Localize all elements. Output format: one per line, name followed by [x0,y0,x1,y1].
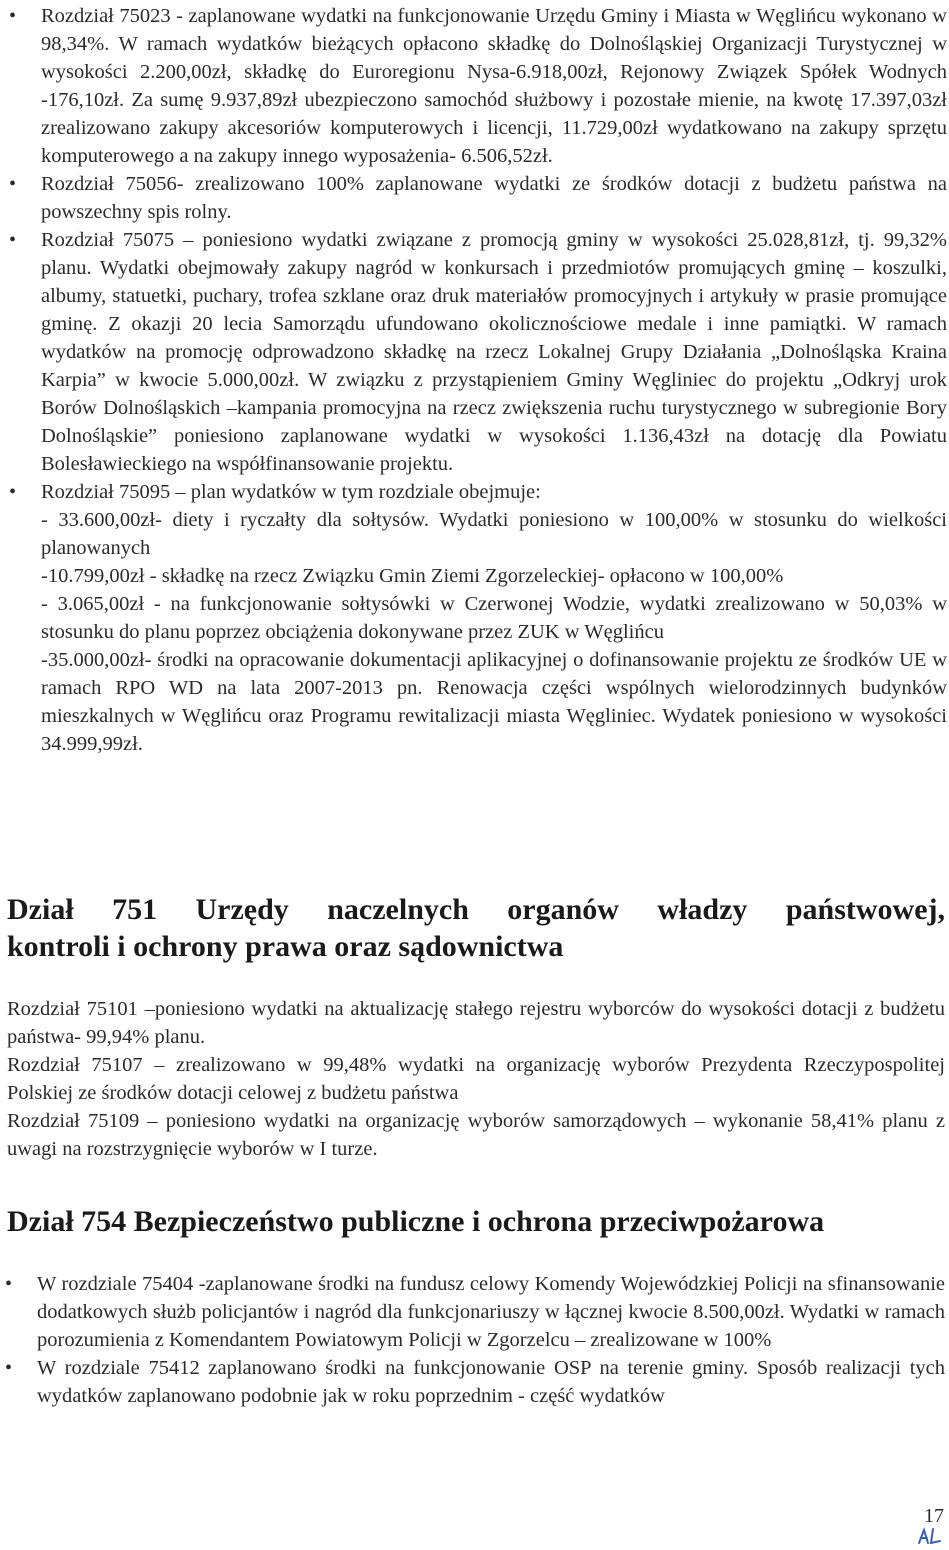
list-item-intro: Rozdział 75095 – plan wydatków w tym rozdziale obejmuje: [41,481,541,503]
section-heading-751 [7,891,945,965]
heading-line: Dział 751 Urzędy naczelnych organów władzy państwowej, [7,893,945,926]
list-item-75412 [37,1354,945,1410]
dzial-754-list [37,1270,945,1410]
expense-line: - 33.600,00zł- diety i ryczałty dla sołtysów. Wydatki poniesiono w 100,00% w stosunku do wielkości planowanych [41,509,947,559]
paragraph: Rozdział 75101 –poniesiono wydatki na aktualizację stałego rejestru wyborców do wysokości dotacji z budżetu państwa- 99,94% planu. [7,998,945,1048]
list-item-text: Rozdział 75023 - zaplanowane wydatki na funkcjonowanie Urzędu Gminy i Miasta w Węglińcu wykonano w 98,34%. W ramach wydatków bieżących opłacono składkę do Dolnośląskiej Organizacji Turystycznej w wysokości 2.200,00zł, składkę do Euroregionu Nysa-6.918,00zł, Rejonowy Związek Spółek Wodnych -176,10zł. Za sumę 9.937,89zł ubezpieczono samochód służbowy i pozostałe mienie, na kwotę 17.397,03zł zrealizowano zakupy akcesoriów komputerowych i licencji, 11.729,00zł wydatkowano na zakupy sprzętu komputerowego a na zakupy innego wyposażenia- 6.506,52zł. [41,5,947,167]
bullet [5,1354,12,1382]
list-item-75023 [41,2,947,170]
list-item-75095 [41,478,947,758]
bullet [9,170,16,198]
list-item-text: W rozdziale 75404 -zaplanowane środki na fundusz celowy Komendy Wojewódzkiej Policji na sfinansowanie dodatkowych służb policjantów i nagród dla funkcjonariuszy w łącznej kwocie 8.500,00zł. Wydatki w ramach porozumienia z Komendantem Powiatowym Policji w Zgorzelcu – zrealizowane w 100% [37,1273,945,1351]
heading-line: kontroli i ochrony prawa oraz sądownictwa [7,930,564,963]
dzial-751-body [7,995,945,1163]
list-item-text: Rozdział 75056- zrealizowano 100% zaplanowane wydatki ze środków dotacji z budżetu państwa na powszechny spis rolny. [41,173,947,223]
page-number: 17 [924,1505,944,1527]
paragraph: Rozdział 75109 – poniesiono wydatki na organizację wyborów samorządowych – wykonanie 58,41% planu z uwagi na rozstrzygnięcie wyborów w I turze. [7,1110,945,1160]
expense-line: - 3.065,00zł - na funkcjonowanie sołtysówki w Czerwonej Wodzie, wydatki zrealizowano w 50,03% w stosunku do planu poprzez obciążenia dokonywane przez ZUK w Węglińcu [41,593,947,643]
bullet [9,226,16,254]
bullet [9,478,16,506]
list-item-75404 [37,1270,945,1354]
list-item-text: Rozdział 75075 – poniesiono wydatki związane z promocją gminy w wysokości 25.028,81zł, tj. 99,32% planu. Wydatki obejmowały zakupy nagród w konkursach i przedmiotów promujących gminę – koszulki, albumy, statuetki, puchary, trofea szklane oraz druk materiałów promocyjnych i artykuły w prasie promujące gminę. Z okazji 20 lecia Samorządu ufundowano okolicznościowe medale i inne pamiątki. W ramach wydatków na promocję odprowadzono składkę na rzecz Lokalnej Grupy Działania „Dolnośląska Kraina Karpia” w kwocie 5.000,00zł. W związku z przystąpieniem Gminy Węgliniec do projektu „Odkryj urok Borów Dolnośląskich –kampania promocyjna na rzecz zwiększenia ruchu turystycznego w subregionie Bory Dolnośląskie” poniesiono zaplanowane wydatki w wysokości 1.136,43zł na dotację dla Powiatu Bolesławieckiego na współfinansowanie projektu. [41,229,947,475]
expense-line: -35.000,00zł- środki na opracowanie dokumentacji aplikacyjnej o dofinansowanie projektu ze środków UE w ramach RPO WD na lata 2007-2013 pn. Renowacja części wspólnych wielorodzinnych budynków mieszkalnych w Węglińcu oraz Programu rewitalizacji miasta Węgliniec. Wydatek poniesiono w wysokości 34.999,99zł. [41,649,947,755]
bullet [5,1270,12,1298]
list-item-75056 [41,170,947,226]
bullet [9,2,16,30]
list-item-text: W rozdziale 75412 zaplanowano środki na funkcjonowanie OSP na terenie gminy. Sposób realizacji tych wydatków zaplanowano podobnie jak w roku poprzednim - część wydatków [37,1357,945,1407]
section-heading-754: Dział 754 Bezpieczeństwo publiczne i ochrona przeciwpożarowa [7,1205,825,1238]
list-item-75075 [41,226,947,478]
expense-line: -10.799,00zł - składkę na rzecz Związku Gmin Ziemi Zgorzeleckiej- opłacono w 100,00% [41,565,784,587]
paragraph: Rozdział 75107 – zrealizowano w 99,48% wydatki na organizację wyborów Prezydenta Rzeczypospolitej Polskiej ze środków dotacji celowej z budżetu państwa [7,1054,945,1104]
handwritten-initials [916,1526,944,1546]
dzial-750-list [41,2,947,758]
